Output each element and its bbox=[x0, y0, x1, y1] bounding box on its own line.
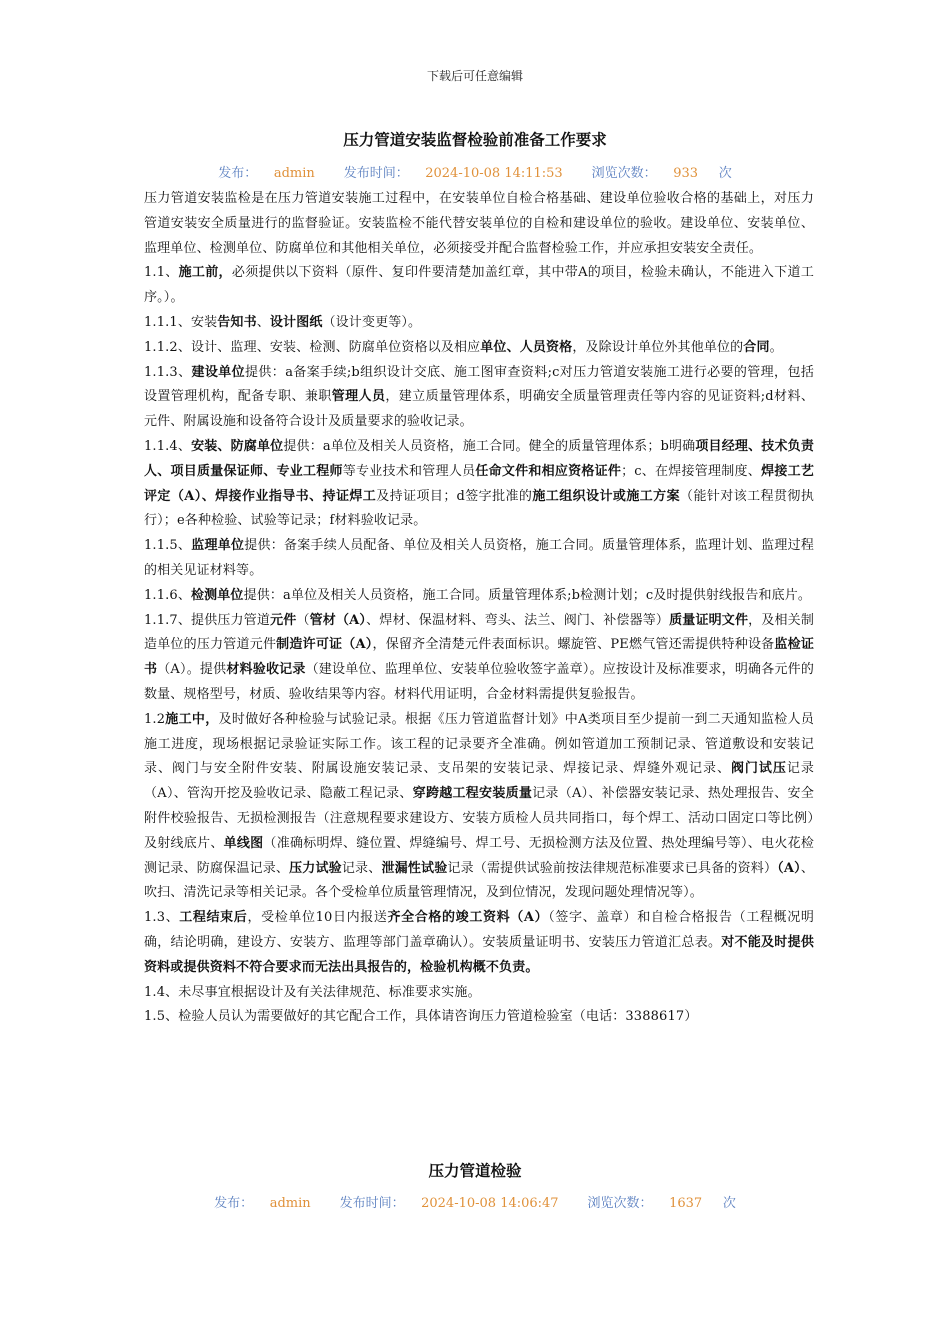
bold-text: 任命文件和相应资格证件 bbox=[475, 463, 622, 479]
text-run: ；c、在焊接管理制度、 bbox=[621, 463, 762, 479]
text-run: （A）。提供 bbox=[157, 662, 227, 678]
bold-text: 建设单位 bbox=[191, 364, 246, 380]
article-paragraph bbox=[144, 361, 814, 435]
view-count-label: 浏览次数： bbox=[587, 1196, 653, 1211]
text-run: 等专业技术和管理人员 bbox=[342, 463, 476, 479]
text-run: 提供：备案手续人员配备、单位及相关人员资格，施工合同。质量管理体系，监理计划、监理过程的相关见证材料等。 bbox=[144, 538, 814, 578]
text-run: 提供：a单位及相关人员资格，施工合同。质量管理体系;b检测计划；c及时提供射线报告和底片。 bbox=[243, 587, 812, 603]
text-run: ，保留齐全清楚元件表面标识。螺旋管、PE燃气管还需提供特种设备 bbox=[372, 637, 775, 653]
author-label: 发布： bbox=[218, 166, 258, 181]
text-run: 1.4、未尽事宜根据设计及有关法律规范、标准要求实施。 bbox=[144, 984, 481, 1000]
publish-time-label: 发布时间： bbox=[339, 1196, 405, 1211]
bold-text: 设计图纸 bbox=[269, 314, 323, 330]
bold-text: 泄漏性试验 bbox=[381, 860, 448, 876]
bold-text: 材料验收记录 bbox=[226, 662, 306, 678]
bold-text: 管理人员 bbox=[331, 389, 386, 405]
view-count-label: 浏览次数： bbox=[591, 166, 657, 181]
bold-text: 质量证明文件 bbox=[669, 612, 749, 628]
author-name: admin bbox=[269, 1196, 311, 1211]
publish-time: 2024-10-08 14:11:53 bbox=[425, 166, 563, 181]
bold-text: 对不能及时提供资料或提供资料不符合要求而无法出具报告的，检验机构概不负责。 bbox=[144, 934, 814, 975]
article-paragraph bbox=[144, 609, 814, 708]
text-run: ，及除设计单位外其他单位的 bbox=[572, 339, 744, 355]
text-run: 记录（需提供试验前按法律规范标准要求已具备的资料） bbox=[447, 860, 778, 876]
text-run: （ bbox=[296, 612, 310, 628]
article-paragraph bbox=[144, 584, 814, 609]
text-run: 1.1.1、安装 bbox=[144, 314, 218, 330]
article-title: 压力管道安装监督检验前准备工作要求 bbox=[343, 130, 607, 149]
bold-text: 制造许可证（A） bbox=[276, 637, 373, 653]
author-label: 发布： bbox=[214, 1196, 254, 1211]
bold-text: 工程结束后 bbox=[179, 910, 248, 926]
article-meta bbox=[0, 162, 950, 181]
article-paragraph bbox=[144, 435, 814, 534]
bold-text: 项目经理、技术负责人、项目质量保证师、专业工程师 bbox=[144, 438, 814, 479]
text-run: 及持证项目；d签字批准的 bbox=[376, 488, 533, 504]
bold-text: 施工中， bbox=[165, 711, 219, 727]
view-count: 933 bbox=[673, 166, 699, 181]
text-run: 1.3、 bbox=[144, 910, 180, 926]
text-run: 1.2 bbox=[144, 711, 166, 727]
text-run: 1.1.3、 bbox=[144, 364, 192, 380]
bold-text: 施工组织设计或施工方案 bbox=[532, 488, 681, 504]
text-run: 必须提供以下资料（原件、复印件要清楚加盖红章，其中带A的项目，检验未确认，不能进入下道工序。）。 bbox=[144, 265, 814, 306]
bold-text: 安装、防腐单位 bbox=[191, 438, 284, 454]
article-paragraph bbox=[144, 187, 814, 261]
article-body bbox=[144, 187, 814, 1030]
bold-text: 合同 bbox=[743, 339, 770, 355]
bold-text: 单线图 bbox=[223, 835, 264, 851]
text-run: （建设单位、监理单位、安装单位验收签字盖章）。应按设计及标准要求，明确各元件的数量、规格型号，材质、验收结果等内容。材料代用证明，合金材料需提供复验报告。 bbox=[144, 662, 815, 702]
text-run: （签字、盖章）和自检合格报告（工程概况明确，结论明确，建设方、安装方、监理等部门盖章确认）。安装质量证明书、安装压力管道汇总表。 bbox=[144, 910, 814, 950]
text-run: （能针对该工程贯彻执行）；e各种检验、试验等记录；f材料验收记录。 bbox=[144, 488, 814, 529]
text-run: ，及相关制造单位的压力管道元件 bbox=[144, 612, 815, 653]
bold-text: 监检证书 bbox=[144, 637, 814, 678]
text-run: 1.1、 bbox=[144, 265, 179, 281]
text-run: 、吹扫、清洗记录等相关记录。各个受检单位质量管理情况，及到位情况，发现问题处理情况等）。 bbox=[144, 860, 814, 901]
text-run: 提供：a单位及相关人员资格，施工合同。健全的质量管理体系；b明确 bbox=[283, 438, 696, 454]
article-title-2: 压力管道检验 bbox=[428, 1161, 522, 1180]
article-paragraph bbox=[144, 708, 814, 906]
publish-time: 2024-10-08 14:06:47 bbox=[421, 1196, 559, 1211]
author-name: admin bbox=[273, 166, 315, 181]
view-count-unit: 次 bbox=[722, 1196, 736, 1211]
bold-text: 阀门试压 bbox=[730, 761, 787, 777]
text-run: 1.1.4、 bbox=[144, 438, 192, 454]
text-run: 1.1.7、提供压力管道 bbox=[144, 612, 271, 628]
download-note: 下载后可任意编辑 bbox=[426, 69, 523, 83]
text-run: 1.1.2、设计、监理、安装、检测、防腐单位资格以及相应 bbox=[144, 339, 481, 355]
text-run: 提供：a备案手续;b组织设计交底、施工图审查资料;c对压力管道安装施工进行必要的管理，包括设置管理机构，配备专职、兼职 bbox=[144, 364, 814, 405]
text-run: 记录（A）、补偿器安装记录、热处理报告、安全附件校验报告、无损检测报告（注意规程要求建设方、安装方质检人员共同指口，每个焊工、活动口固定口等比例）及射线底片、 bbox=[144, 786, 814, 851]
bold-text: 穿跨越工程安装质量 bbox=[412, 786, 533, 802]
text-run: 记录、 bbox=[341, 860, 382, 876]
article-paragraph bbox=[144, 336, 814, 361]
bold-text: 齐全合格的竣工资料（A） bbox=[387, 910, 549, 926]
view-count: 1637 bbox=[669, 1196, 703, 1211]
article-meta-2 bbox=[0, 1192, 950, 1211]
bold-text: 施工前， bbox=[178, 265, 232, 281]
text-run: 、 bbox=[256, 314, 270, 330]
text-run: 。 bbox=[769, 339, 783, 355]
article-paragraph bbox=[144, 981, 814, 1006]
bold-text: 单位、人员资格 bbox=[480, 339, 573, 355]
article-paragraph bbox=[144, 534, 814, 584]
text-run: ，建立质量管理体系，明确安全质量管理责任等内容的见证资料;d材料、元件、附属设施和设备符合设计及质量要求的验收记录。 bbox=[144, 389, 814, 430]
bold-text: 压力试验 bbox=[289, 860, 342, 876]
article-paragraph bbox=[144, 311, 814, 336]
text-run: （设计变更等）。 bbox=[322, 314, 422, 330]
article-paragraph bbox=[144, 261, 814, 311]
bold-text: 告知书 bbox=[217, 314, 257, 330]
text-run: 1.1.5、 bbox=[144, 538, 192, 554]
bold-text: 焊接工艺评定（A）、焊接作业指导书、持证焊工 bbox=[144, 463, 814, 504]
text-run: （准确标明焊、缝位置、焊缝编号、焊工号、无损检测方法及位置、热处理编号等）、电火花检测记录、防腐保温记录、 bbox=[144, 835, 815, 876]
text-run: 记录（A）、管沟开挖及验收记录、隐蔽工程记录、 bbox=[144, 761, 814, 802]
text-run: 1.1.6、 bbox=[144, 587, 191, 603]
bold-text: 检测单位 bbox=[190, 587, 244, 603]
view-count-unit: 次 bbox=[718, 166, 732, 181]
bold-text: 监理单位 bbox=[191, 538, 245, 554]
publish-time-label: 发布时间： bbox=[343, 166, 409, 181]
bold-text: （A） bbox=[777, 860, 801, 876]
text-run: 、焊材、保温材料、弯头、法兰、阀门、补偿器等） bbox=[366, 612, 670, 628]
bold-text: 元件 bbox=[270, 612, 297, 628]
article-paragraph bbox=[144, 1005, 814, 1030]
bold-text: 管材（A） bbox=[309, 612, 367, 628]
text-run: 1.5、检验人员认为需要做好的其它配合工作，具体请咨询压力管道检验室（电话：3388617） bbox=[144, 1009, 698, 1025]
text-run: 及时做好各种检验与试验记录。根据《压力管道监督计划》中A类项目至少提前一到二天通知监检人员施工进度，现场根据记录验证实际工作。该工程的记录要齐全准确。例如管道加工预制记录、管道敷设和安装记录、阀门与安全附件安装、附属设施安装记录、支吊架的安装记录、焊接记录、焊缝外观记录、 bbox=[144, 711, 814, 777]
text-run: ，受检单位10日内报送 bbox=[247, 910, 388, 926]
text-run: 压力管道安装监检是在压力管道安装施工过程中，在安装单位自检合格基础、建设单位验收合格的基础上，对压力管道安装安全质量进行的监督验证。安装监检不能代替安装单位的自检和建设单位的验收。建设单位、安装单位、监理单位、检测单位、防腐单位和其他相关单位，必须接受并配合监督检验工作，并应承担安装安全责任。 bbox=[144, 191, 814, 256]
article-paragraph bbox=[144, 906, 814, 980]
